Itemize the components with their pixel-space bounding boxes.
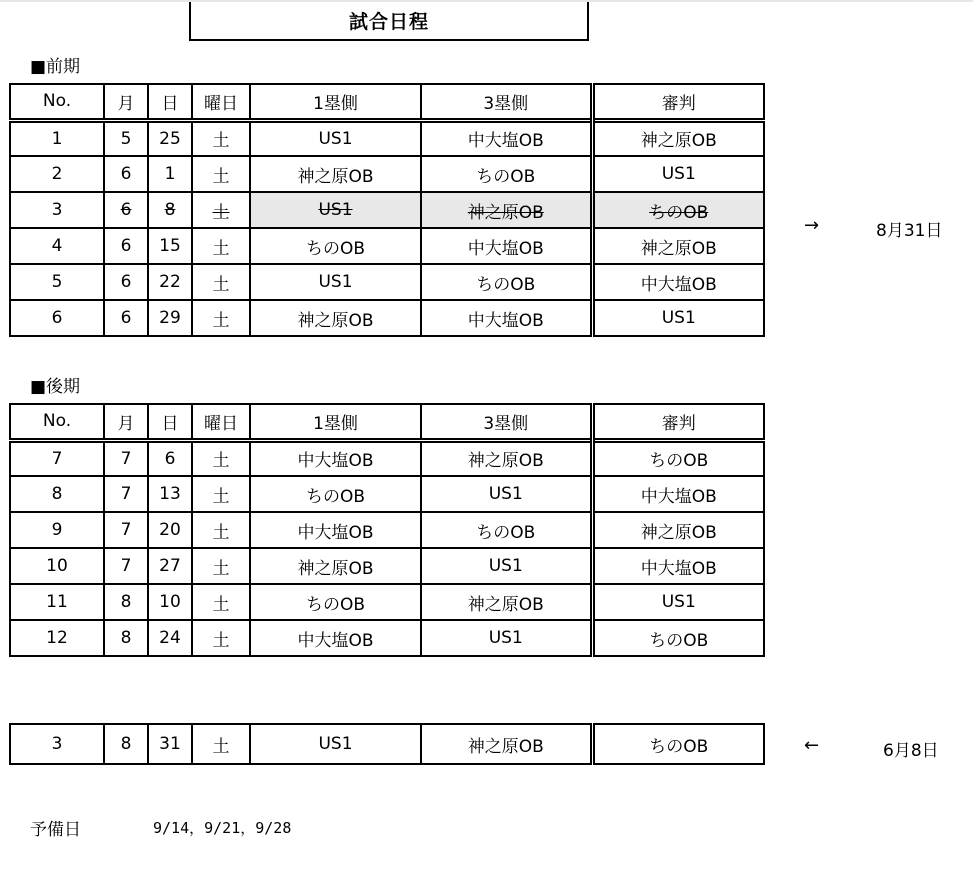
header-first-base: 1塁側 <box>250 84 421 120</box>
cell-umpire: ちのOB <box>592 724 764 764</box>
table-row <box>10 548 764 584</box>
cell-third-base: ちのOB <box>421 512 592 548</box>
cell-month: 6 <box>104 192 148 228</box>
cell-day: 20 <box>148 512 192 548</box>
cell-first-base: US1 <box>250 724 421 764</box>
header-month: 月 <box>104 404 148 440</box>
cell-umpire: ちのOB <box>592 192 764 228</box>
cell-weekday: 土 <box>192 440 250 476</box>
header-umpire: 審判 <box>592 84 764 120</box>
cell-month: 7 <box>104 440 148 476</box>
header-weekday: 曜日 <box>192 84 250 120</box>
first-half-table <box>9 83 765 337</box>
cell-third-base: US1 <box>421 548 592 584</box>
header-day: 日 <box>148 84 192 120</box>
cell-day: 27 <box>148 548 192 584</box>
cell-umpire: 神之原OB <box>592 120 764 156</box>
reserve-days-label: 予備日 <box>30 820 81 840</box>
cell-no: 1 <box>10 120 104 156</box>
cell-month: 8 <box>104 584 148 620</box>
cell-day: 24 <box>148 620 192 656</box>
cell-third-base: 中大塩OB <box>421 228 592 264</box>
cell-weekday: 土 <box>192 584 250 620</box>
cell-weekday: 土 <box>192 548 250 584</box>
table-row <box>10 476 764 512</box>
table-row <box>10 512 764 548</box>
cell-month: 6 <box>104 300 148 336</box>
cell-month: 5 <box>104 120 148 156</box>
cell-weekday: 土 <box>192 228 250 264</box>
header-third-base: 3塁側 <box>421 84 592 120</box>
cell-no: 8 <box>10 476 104 512</box>
cell-umpire: ちのOB <box>592 440 764 476</box>
cell-third-base: US1 <box>421 476 592 512</box>
rescheduled-arrow: ← <box>804 735 820 756</box>
cell-first-base: 中大塩OB <box>250 512 421 548</box>
header-no: No. <box>10 84 104 120</box>
cell-first-base: ちのOB <box>250 584 421 620</box>
table-header-row <box>10 404 764 440</box>
cell-umpire: US1 <box>592 584 764 620</box>
table-row <box>10 584 764 620</box>
rescheduled-table <box>9 723 765 765</box>
postponed-arrow: → <box>804 215 820 236</box>
second-half-table <box>9 403 765 657</box>
cell-day: 10 <box>148 584 192 620</box>
cell-month: 6 <box>104 228 148 264</box>
rescheduled-row <box>10 724 764 764</box>
cell-third-base: 神之原OB <box>421 724 592 764</box>
cell-month: 8 <box>104 724 148 764</box>
cell-umpire: 神之原OB <box>592 512 764 548</box>
cell-day: 1 <box>148 156 192 192</box>
table-row <box>10 440 764 476</box>
cell-umpire: US1 <box>592 300 764 336</box>
cell-day: 22 <box>148 264 192 300</box>
cell-no: 7 <box>10 440 104 476</box>
cell-weekday: 土 <box>192 476 250 512</box>
header-first-base: 1塁側 <box>250 404 421 440</box>
cell-weekday: 土 <box>192 192 250 228</box>
cell-no: 3 <box>10 192 104 228</box>
table-row <box>10 156 764 192</box>
second-half-label: ■後期 <box>30 377 81 397</box>
postponed-new-date: 8月31日 <box>876 221 943 241</box>
cell-first-base: 中大塩OB <box>250 620 421 656</box>
cell-umpire: US1 <box>592 156 764 192</box>
cell-day: 13 <box>148 476 192 512</box>
header-weekday: 曜日 <box>192 404 250 440</box>
cell-third-base: ちのOB <box>421 156 592 192</box>
cell-third-base: 神之原OB <box>421 584 592 620</box>
cell-umpire: 神之原OB <box>592 228 764 264</box>
cell-first-base: ちのOB <box>250 476 421 512</box>
page-title: 試合日程 <box>189 2 589 41</box>
cell-umpire: 中大塩OB <box>592 264 764 300</box>
cell-month: 6 <box>104 264 148 300</box>
cell-umpire: 中大塩OB <box>592 476 764 512</box>
cell-first-base: US1 <box>250 120 421 156</box>
cell-first-base: 中大塩OB <box>250 440 421 476</box>
cell-no: 2 <box>10 156 104 192</box>
cell-third-base: 中大塩OB <box>421 300 592 336</box>
cell-umpire: 中大塩OB <box>592 548 764 584</box>
cell-no: 10 <box>10 548 104 584</box>
cell-no: 3 <box>10 724 104 764</box>
header-day: 日 <box>148 404 192 440</box>
rescheduled-original-date: 6月8日 <box>883 741 939 761</box>
cell-first-base: US1 <box>250 264 421 300</box>
cell-month: 7 <box>104 512 148 548</box>
cell-third-base: 神之原OB <box>421 192 592 228</box>
cell-no: 4 <box>10 228 104 264</box>
cell-third-base: US1 <box>421 620 592 656</box>
cell-first-base: 神之原OB <box>250 300 421 336</box>
cell-no: 12 <box>10 620 104 656</box>
cell-first-base: US1 <box>250 192 421 228</box>
table-row <box>10 300 764 336</box>
header-no: No. <box>10 404 104 440</box>
table-header-row <box>10 84 764 120</box>
cell-weekday: 土 <box>192 512 250 548</box>
cell-day: 31 <box>148 724 192 764</box>
cell-first-base: ちのOB <box>250 228 421 264</box>
cell-day: 6 <box>148 440 192 476</box>
header-umpire: 審判 <box>592 404 764 440</box>
cell-weekday: 土 <box>192 156 250 192</box>
cell-month: 6 <box>104 156 148 192</box>
cell-weekday: 土 <box>192 724 250 764</box>
table-row <box>10 620 764 656</box>
cell-weekday: 土 <box>192 120 250 156</box>
cell-umpire: ちのOB <box>592 620 764 656</box>
first-half-label: ■前期 <box>30 57 81 77</box>
cell-no: 11 <box>10 584 104 620</box>
cell-third-base: 神之原OB <box>421 440 592 476</box>
cell-month: 7 <box>104 548 148 584</box>
cell-day: 29 <box>148 300 192 336</box>
cell-third-base: ちのOB <box>421 264 592 300</box>
cell-no: 6 <box>10 300 104 336</box>
table-row <box>10 120 764 156</box>
cell-first-base: 神之原OB <box>250 548 421 584</box>
cell-day: 25 <box>148 120 192 156</box>
cell-no: 9 <box>10 512 104 548</box>
cell-month: 8 <box>104 620 148 656</box>
cell-day: 15 <box>148 228 192 264</box>
header-month: 月 <box>104 84 148 120</box>
table-row <box>10 228 764 264</box>
cell-third-base: 中大塩OB <box>421 120 592 156</box>
header-third-base: 3塁側 <box>421 404 592 440</box>
cell-day: 8 <box>148 192 192 228</box>
table-row <box>10 264 764 300</box>
cell-weekday: 土 <box>192 300 250 336</box>
cell-weekday: 土 <box>192 264 250 300</box>
cell-first-base: 神之原OB <box>250 156 421 192</box>
reserve-days-value: 9/14，9/21，9/28 <box>153 819 292 837</box>
cancelled-row <box>10 192 764 228</box>
cell-month: 7 <box>104 476 148 512</box>
cell-no: 5 <box>10 264 104 300</box>
cell-weekday: 土 <box>192 620 250 656</box>
